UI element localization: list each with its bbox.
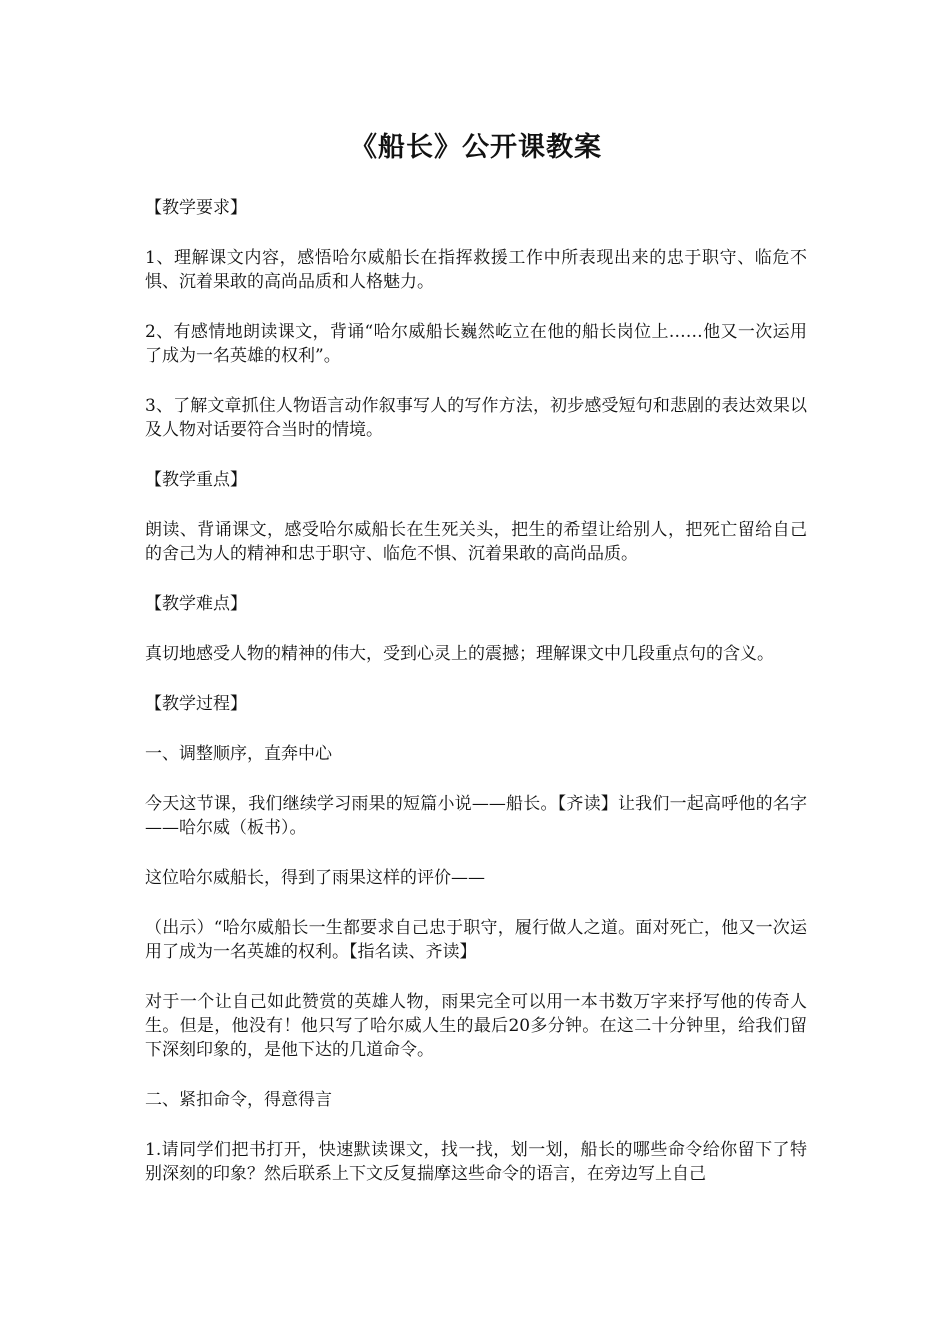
section-heading-difficulties: 【教学难点】	[145, 594, 247, 614]
process-step-1-paragraph-4: 对于一个让自己如此赞赏的英雄人物，雨果完全可以用一本书数万字来抒写他的传奇人生。但是，他没有！他只写了哈尔威人生的最后20多分钟。在这二十分钟里，给我们留下深刻印象的，是他下达的几道命令。	[145, 992, 807, 1060]
document-body	[145, 128, 807, 1212]
document-title: 《船长》公开课教案	[350, 132, 602, 163]
process-step-1-paragraph-3: （出示）“哈尔威船长一生都要求自己忠于职守，履行做人之道。面对死亡，他又一次运用了成为一名英雄的权利。【指名读、齐读】	[145, 918, 807, 962]
process-step-2-paragraph-1: 1.请同学们把书打开，快速默读课文，找一找，划一划，船长的哪些命令给你留下了特别深刻的印象？然后联系上下文反复揣摩这些命令的语言，在旁边写上自己	[145, 1140, 807, 1184]
section-heading-process: 【教学过程】	[145, 694, 247, 714]
process-step-1-heading: 一、调整顺序，直奔中心	[145, 744, 332, 764]
difficulties-text: 真切地感受人物的精神的伟大，受到心灵上的震撼；理解课文中几段重点句的含义。	[145, 644, 774, 664]
process-step-1-paragraph-2: 这位哈尔威船长，得到了雨果这样的评价——	[145, 868, 485, 888]
process-step-2-heading: 二、紧扣命令，得意得言	[145, 1090, 332, 1110]
section-heading-requirements: 【教学要求】	[145, 198, 247, 218]
key-points-text: 朗读、背诵课文，感受哈尔威船长在生死关头，把生的希望让给别人，把死亡留给自己的舍己为人的精神和忠于职守、临危不惧、沉着果敢的高尚品质。	[145, 520, 807, 564]
requirement-item-1: 1、理解课文内容，感悟哈尔威船长在指挥救援工作中所表现出来的忠于职守、临危不惧、沉着果敢的高尚品质和人格魅力。	[145, 248, 807, 292]
requirement-item-3: 3、了解文章抓住人物语言动作叙事写人的写作方法，初步感受短句和悲剧的表达效果以及人物对话要符合当时的情境。	[145, 396, 807, 440]
requirement-item-2: 2、有感情地朗读课文，背诵“哈尔威船长巍然屹立在他的船长岗位上……他又一次运用了成为一名英雄的权利”。	[145, 322, 807, 366]
process-step-1-paragraph-1: 今天这节课，我们继续学习雨果的短篇小说——船长。【齐读】让我们一起高呼他的名字——哈尔威（板书）。	[145, 794, 807, 838]
section-heading-key-points: 【教学重点】	[145, 470, 247, 490]
